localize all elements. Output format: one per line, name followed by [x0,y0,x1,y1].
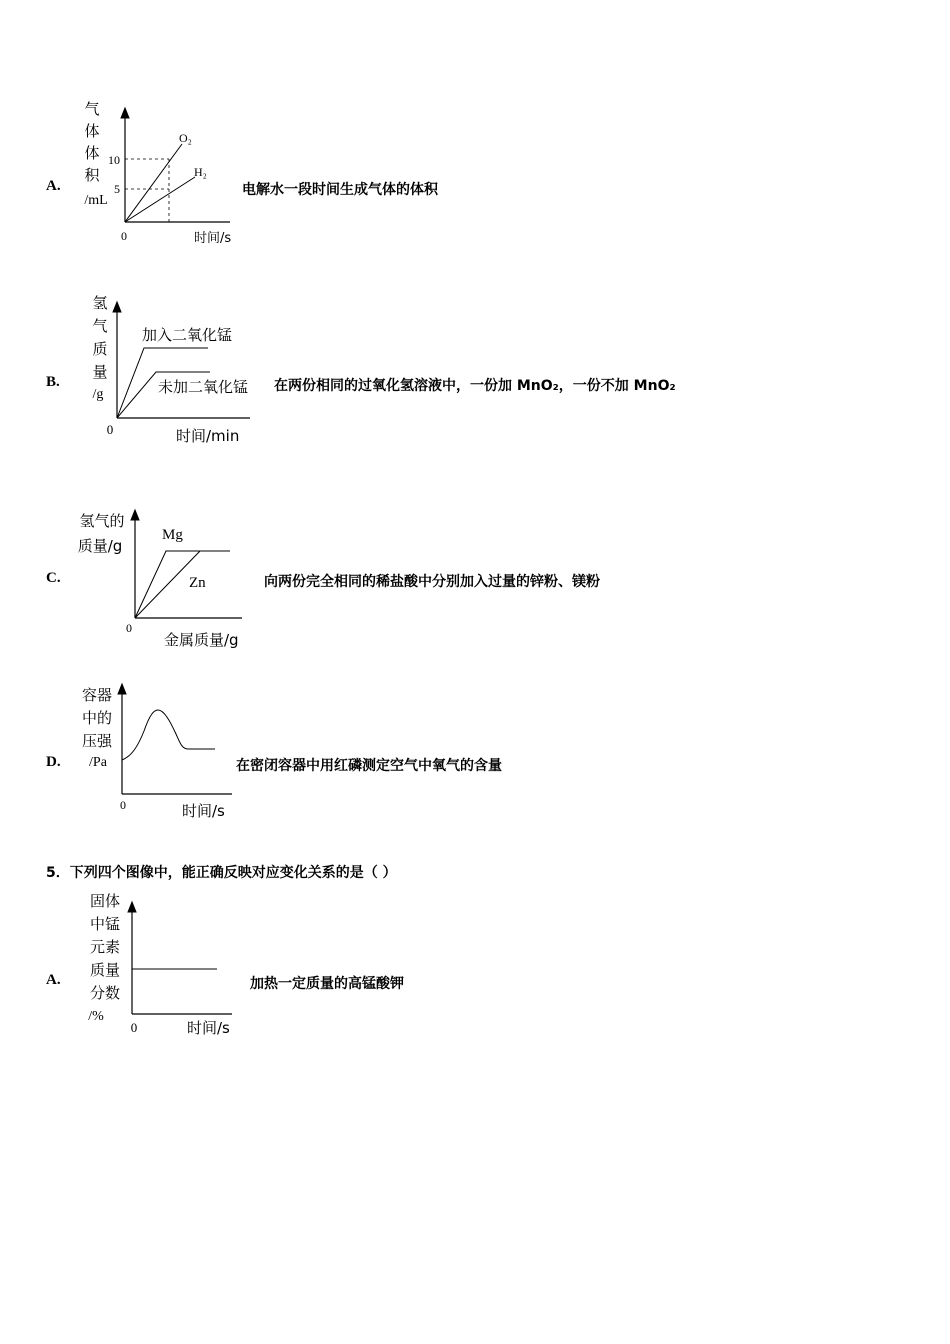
graph-c-origin: 0 [126,621,132,635]
graph-d-y-arrow [118,684,126,694]
graph-b-label-with: 加入二氧化锰 [142,326,233,344]
graph-q5-y-arrow [128,902,136,912]
graph-a-origin: 0 [121,229,127,243]
graph-a-ylabel-4: 积 [84,166,100,184]
graph-q5-ylabel-2: 中锰 [89,915,121,933]
graph-c-label-zn: Zn [189,575,206,591]
graph-b-y-arrow [113,302,121,312]
graph-a-ylabel-1: 气 [84,100,100,118]
graph-a-line-o2 [125,144,182,222]
graph-a-tick-10: 10 [108,153,120,167]
graph-d-ylabel-1: 容器 [81,686,113,704]
graph-a-electrolysis [70,98,240,248]
graph-d-origin: 0 [120,798,126,812]
graph-c-ylabel-1: 氢气的 [79,512,125,530]
option-a-letter: A. [46,178,61,194]
graph-c-line-mg [135,551,230,618]
graph-c-metals [72,500,262,655]
graph-d-ylabel-unit: /Pa [89,755,107,770]
q5-option-a-description: 加热一定质量的高锰酸钾 [250,976,404,992]
graph-c-ylabel-2: 质量/g [77,537,123,555]
graph-a-tick-5: 5 [114,182,120,196]
option-c-description: 向两份完全相同的稀盐酸中分别加入过量的锌粉、镁粉 [264,574,600,590]
graph-a-line-h2 [125,177,195,222]
graph-q5-origin: 0 [130,1020,138,1035]
graph-d-xlabel: 时间/s [182,802,225,820]
graph-q5-ylabel-5: 分数 [89,984,121,1002]
option-d-letter: D. [46,754,61,770]
graph-b-xlabel: 时间/min [176,427,240,445]
graph-q5-ylabel-4: 质量 [89,961,121,979]
graph-b-hydrogen-peroxide [80,290,270,450]
graph-b-label-without: 未加二氧化锰 [158,378,249,396]
graph-q5-ylabel-unit: /% [88,1009,104,1024]
graph-d-ylabel-3: 压强 [81,732,113,750]
q5-option-a-letter: A. [46,972,61,988]
graph-c-y-arrow [131,510,139,520]
graph-a-xlabel: 时间/s [194,231,232,246]
graph-b-ylabel-unit: /g [92,387,104,402]
graph-c-xlabel: 金属质量/g [164,631,239,649]
graph-b-origin: 0 [106,422,114,437]
graph-q5-ylabel-1: 固体 [89,892,121,910]
graph-q5-xlabel: 时间/s [187,1019,230,1037]
graph-q5-ylabel-3: 元素 [89,938,121,956]
graph-a-label-h2: H₂ [194,165,207,179]
graph-d-pressure [72,676,242,826]
option-b-description: 在两份相同的过氧化氢溶液中，一份加 MnO₂，一份不加 MnO₂ [274,378,676,394]
option-d-description: 在密闭容器中用红磷测定空气中氧气的含量 [236,758,502,774]
graph-b-ylabel-1: 氢 [92,294,108,312]
graph-q5-a-permanganate [72,890,252,1040]
graph-a-ylabel-2: 体 [84,122,100,140]
graph-b-ylabel-2: 气 [92,317,108,335]
option-b-letter: B. [46,374,60,390]
graph-a-label-o2: O₂ [179,131,192,145]
graph-b-ylabel-3: 质 [92,340,108,358]
graph-d-ylabel-2: 中的 [81,709,113,727]
graph-d-pressure-curve [122,710,215,760]
graph-a-y-arrow [121,108,129,118]
graph-a-ylabel-3: 体 [84,144,100,162]
graph-a-ylabel-unit: /mL [84,193,108,208]
graph-b-ylabel-4: 量 [92,363,108,381]
option-c-letter: C. [46,570,61,586]
option-a-description: 电解水一段时间生成气体的体积 [242,182,438,198]
graph-c-label-mg: Mg [162,527,183,543]
question-5-title: 5．下列四个图像中，能正确反映对应变化关系的是（ ） [46,865,397,881]
